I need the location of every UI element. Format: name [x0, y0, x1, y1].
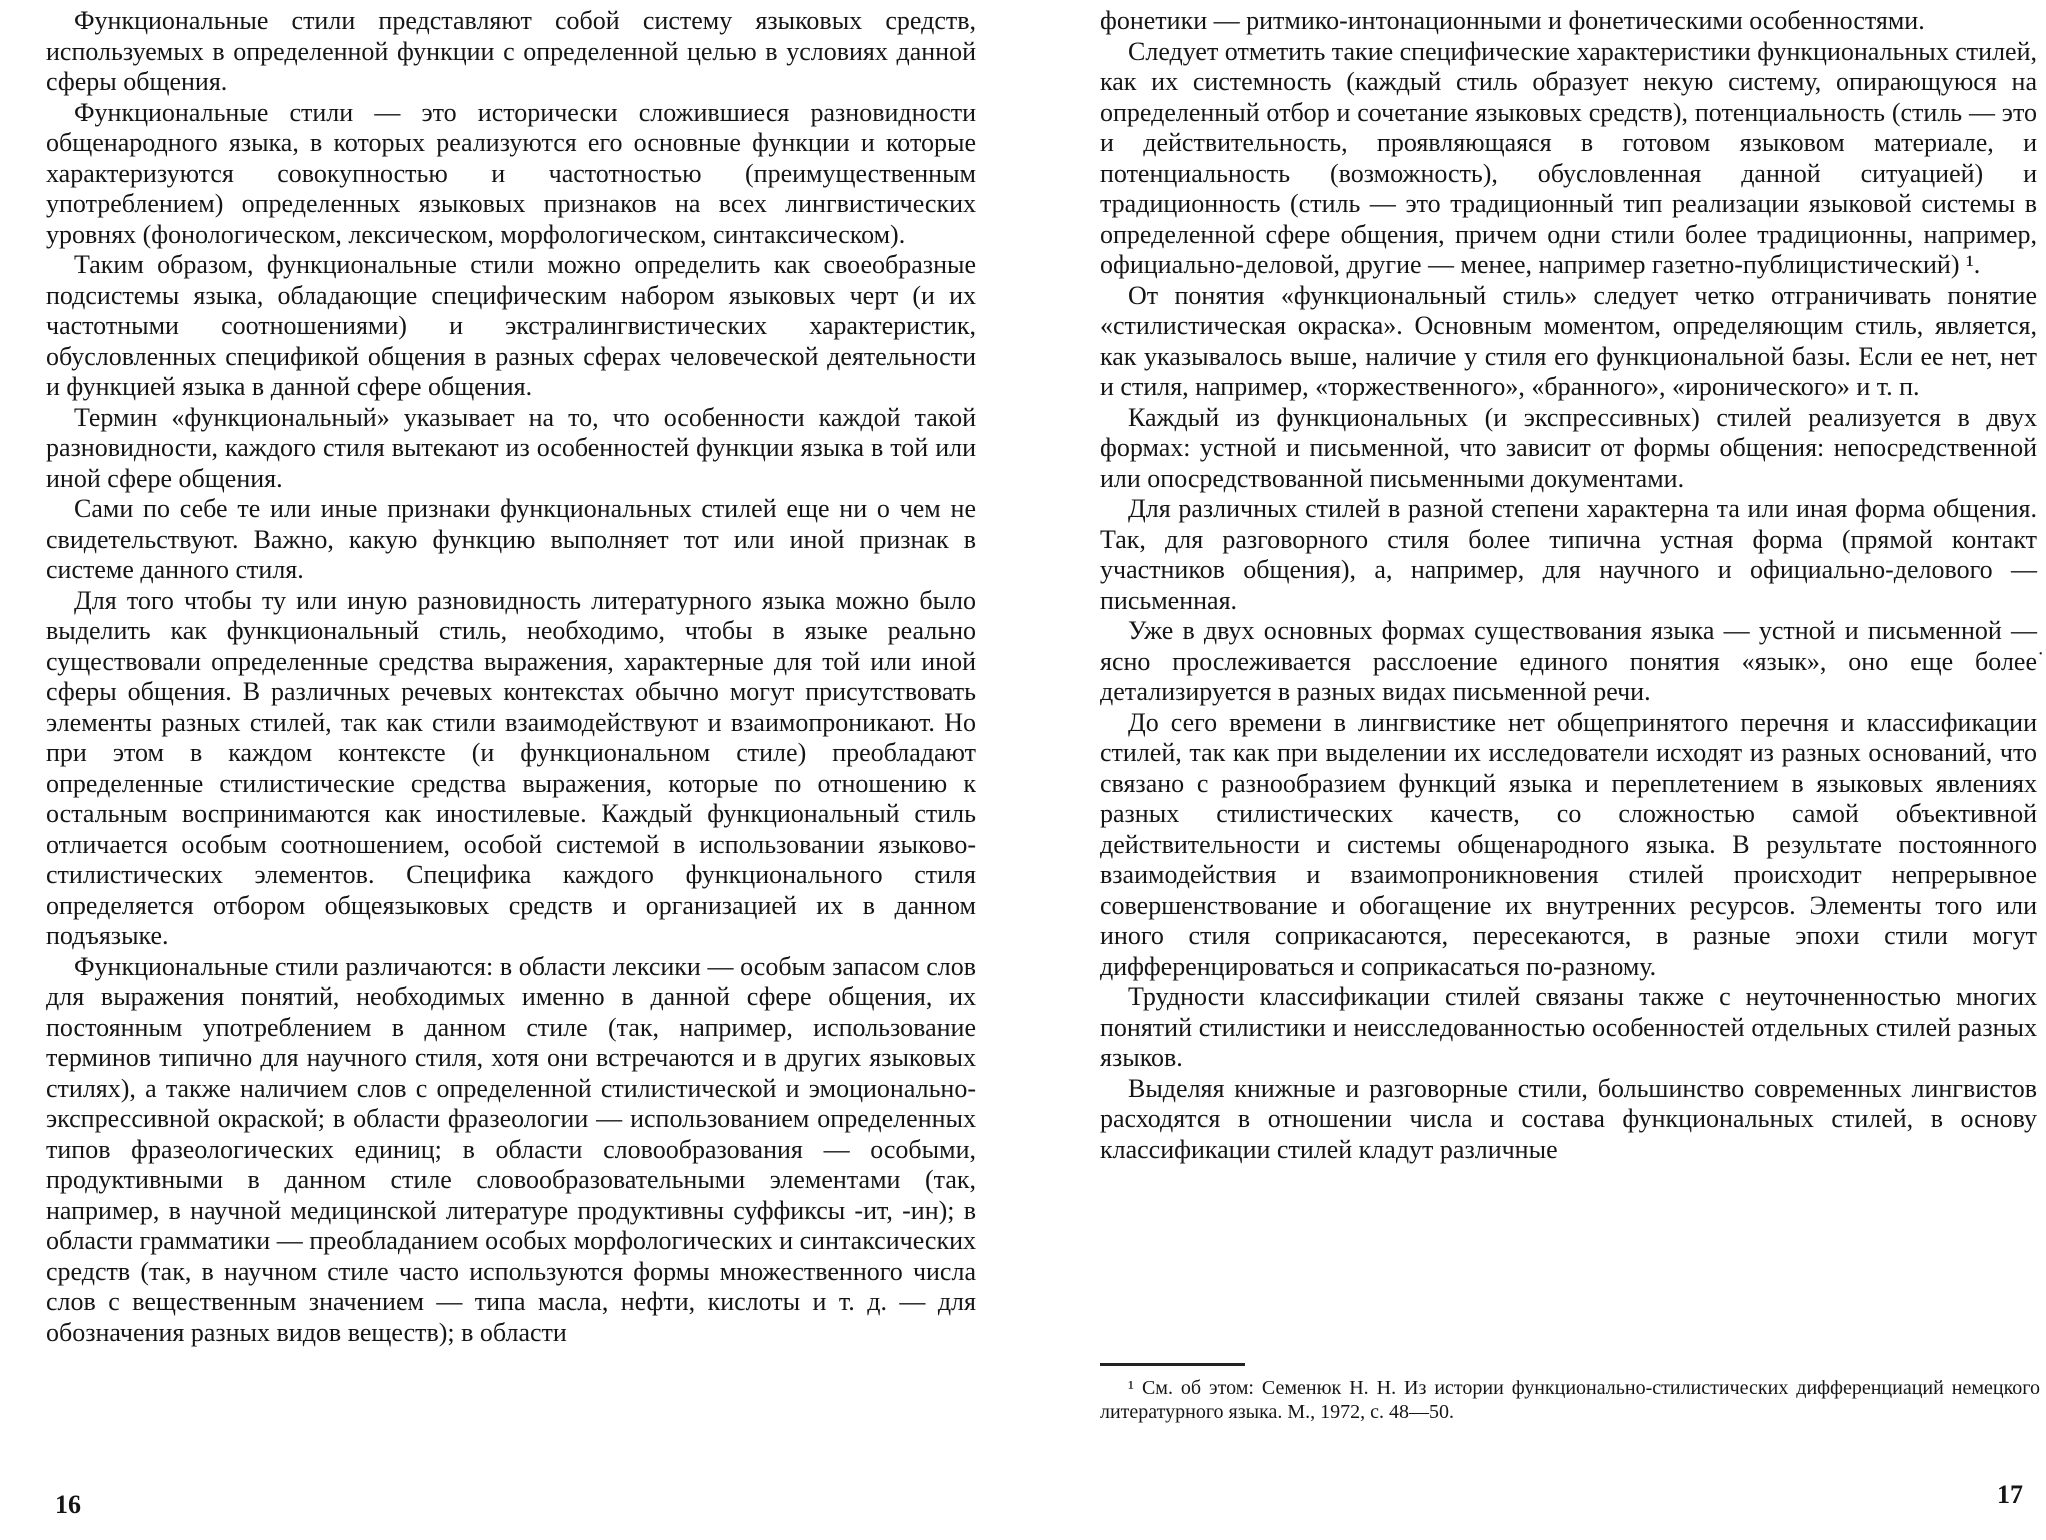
paragraph: Для различных стилей в разной степени характерна та или иная форма общения. Так, для разговорного стиля более типична устная форма (прямой контакт участников общения), а, например, для научного и официально-делового — письменная.	[1100, 494, 2037, 615]
paragraph: Таким образом, функциональные стили можно определить как своеобразные подсистемы языка, обладающие специфическим набором языковых черт (и их частотными соотношениями) и экстралингвистических характеристик, обусловленных спецификой общения в разных сферах человеческой деятельности и функцией языка в данной сфере общения.	[46, 250, 976, 401]
paragraph: Выделяя книжные и разговорные стили, большинство современных лингвистов расходятся в отношении числа и состава функциональных стилей, в основу классификации стилей кладут различные	[1100, 1073, 2037, 1164]
right-page-text	[1100, 6, 2037, 1165]
paragraph: Термин «функциональный» указывает на то, что особенности каждой такой разновидности, каждого стиля вытекают из особенностей функции языка в той или иной сфере общения.	[46, 402, 976, 493]
paragraph: Следует отметить такие специфические характеристики функциональных стилей, как их системность (каждый стиль образует некую систему, опирающуюся на определенный отбор и сочетание языковых средств), потенциальность (стиль — это и действительность, проявляющаяся в готовом языковом материале, и потенциальность (возможность), обусловленная данной ситуацией) и традиционность (стиль — это традиционный тип реализации языковой системы в определенной сфере общения, причем одни стили более традиционны, например, официально-деловой, другие — менее, например газетно-публицистический) ¹.	[1100, 36, 2038, 279]
footnote-divider	[1100, 1363, 1245, 1366]
paragraph: Функциональные стили — это исторически сложившиеся разновидности общенародного языка, в которых реализуются его основные функции и которые характеризуются совокупностью и частотностью (преимущественным употреблением) определенных языковых признаков на всех лингвистических уровнях (фонологическом, лексическом, морфологическом, синтаксическом).	[46, 97, 976, 249]
page-number: 17	[1997, 1480, 2023, 1509]
paragraph: фонетики — ритмико-интонационными и фонетическими особенностями.	[1100, 6, 1925, 35]
margin-mark: ·	[2037, 643, 2044, 665]
paragraph: Для того чтобы ту или иную разновидность литературного языка можно было выделить как функциональный стиль, необходимо, чтобы в языке реально существовали определенные средства выражения, характерные для той или иной сферы общения. В различных речевых контекстах обычно могут присутствовать элементы разных стилей, так как стили взаимодействуют и взаимопроникают. Но при этом в каждом контексте (и функциональном стиле) преобладают определенные стилистические средства выражения, которые по отношению к остальным воспринимаются как иностилевые. Каждый функциональный стиль отличается особым соотношением, особой системой в использовании языково-стилистических элементов. Специфика каждого функционального стиля определяется отбором общеязыковых средств и организацией их в данном подъязыке.	[46, 585, 976, 950]
paragraph: Каждый из функциональных (и экспрессивных) стилей реализуется в двух формах: устной и письменной, что зависит от формы общения: непосредственной или опосредствованной письменными документами.	[1100, 402, 2037, 493]
paragraph: До сего времени в лингвистике нет общепринятого перечня и классификации стилей, так как при выделении их исследователи исходят из разных оснований, что связано с разнообразием функций языка и переплетением в языковых явлениях разных стилистических качеств, со сложностью самой объективной действительности и системы общенародного языка. В результате постоянного взаимодействия и взаимопроникновения стилей происходит непрерывное совершенствование и обогащение их внутренних ресурсов. Элементы того или иного стиля соприкасаются, пересекаются, в разные эпохи стили могут дифференцироваться и соприкасаться по-разному.	[1100, 707, 2037, 981]
paragraph: Трудности классификации стилей связаны также с неуточненностью многих понятий стилистики и неисследованностью особенностей отдельных стилей разных языков.	[1100, 982, 2037, 1072]
right-page	[1045, 0, 2046, 1540]
paragraph: Функциональные стили представляют собой систему языковых средств, используемых в определенной функции с определенной целью в условиях данной сферы общения.	[46, 6, 976, 96]
left-page	[0, 0, 1010, 1540]
paragraph: Сами по себе те или иные признаки функциональных стилей еще ни о чем не свидетельствуют. Важно, какую функцию выполняет тот или иной признак в системе данного стиля.	[46, 494, 976, 584]
paragraph: Уже в двух основных формах существования языка — устной и письменной — ясно прослеживается расслоение единого понятия «язык», оно еще более детализируется в разных видах письменной речи.	[1100, 616, 2037, 706]
left-page-text	[46, 6, 976, 1348]
paragraph: От понятия «функциональный стиль» следует четко отграничивать понятие «стилистическая окраска». Основным моментом, определяющим стиль, является, как указывалось выше, наличие у стиля его функциональной базы. Если ее нет, нет и стиля, например, «торжественного», «бранного», «иронического» и т. п.	[1100, 280, 2037, 401]
paragraph: Функциональные стили различаются: в области лексики — особым запасом слов для выражения понятий, необходимых именно в данной сфере общения, их постоянным употреблением в данном стиле (так, например, использование терминов типично для научного стиля, хотя они встречаются и в других языковых стилях), а также наличием слов с определенной стилистической и эмоционально-экспрессивной окраской; в области фразеологии — использованием определенных типов фразеологических единиц; в области словообразования — особыми, продуктивными в данном стиле словообразовательными элементами (так, например, в научной медицинской литературе продуктивны суффиксы -ит, -ин); в области грамматики — преобладанием особых морфологических и синтаксических средств (так, в научном стиле часто используются формы множественного числа слов с вещественным значением — типа масла, нефти, кислоты и т. д. — для обозначения разных видов веществ); в области	[46, 951, 976, 1347]
page-number: 16	[55, 1490, 81, 1519]
footnote: ¹ См. об этом: Семенюк Н. Н. Из истории функционально-стилистических дифференциаций немецкого литературного языка. М., 1972, с. 48—50.	[1100, 1377, 2040, 1423]
